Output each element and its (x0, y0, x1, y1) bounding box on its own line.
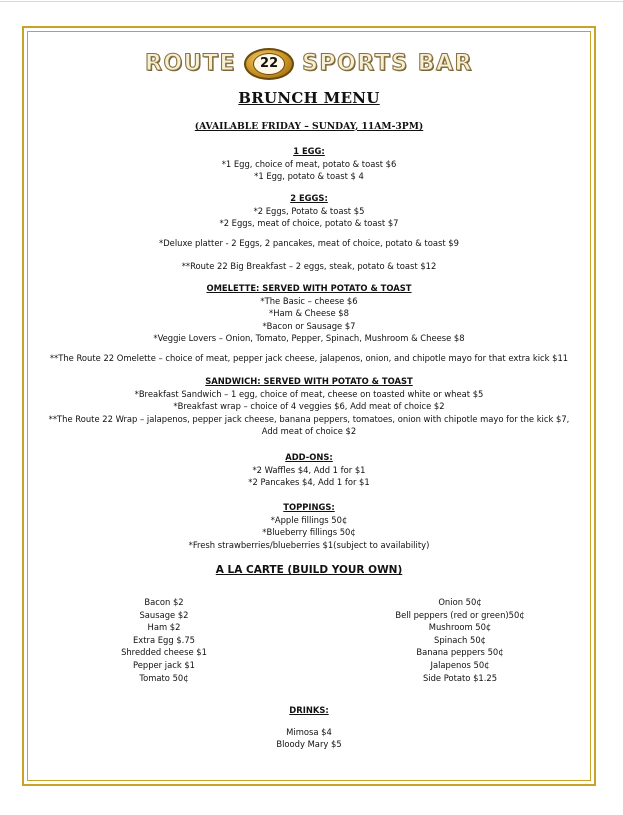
toppings-header: TOPPINGS: (283, 502, 335, 512)
logo-word-right: SPORTS BAR (302, 50, 473, 76)
section-omelette (26, 282, 592, 345)
route22-omelette: **The Route 22 Omelette – choice of meat, pepper jack cheese, jalapenos, onion, and chipotle mayo for that extra kick $11 (49, 353, 569, 363)
top-divider (0, 1, 623, 2)
menu-availability: (AVAILABLE FRIDAY – SUNDAY, 11AM-3PM) (194, 121, 424, 132)
section-toppings (26, 501, 592, 551)
two-eggs-header: 2 EGGS: (290, 193, 328, 203)
menu-title: BRUNCH MENU (238, 89, 380, 107)
menu-item: Add meat of choice $2 (261, 426, 357, 437)
list-item: Sausage $2 (139, 609, 189, 620)
menu-item: *2 Waffles $4, Add 1 for $1 (252, 464, 366, 475)
list-item: Tomato 50¢ (139, 672, 189, 683)
menu-item: *Blueberry fillings 50¢ (262, 527, 356, 538)
menu-item: *Apple fillings 50¢ (270, 514, 348, 525)
list-item: Bacon $2 (144, 597, 184, 607)
route22-logo (26, 46, 592, 82)
deluxe-platter: *Deluxe platter - 2 Eggs, 2 pancakes, meat of choice, potato & toast $9 (159, 238, 459, 248)
drinks-header: DRINKS: (289, 705, 329, 715)
spacer (26, 717, 592, 726)
menu-item: *Fresh strawberries/blueberries $1(subject to availability) (188, 539, 430, 550)
list-item: Ham $2 (147, 622, 181, 633)
sandwich-header: SANDWICH: SERVED WITH POTATO & TOAST (205, 376, 413, 386)
list-item: Mushroom 50¢ (428, 622, 492, 633)
list-item: Banana peppers 50¢ (416, 647, 504, 658)
list-item: Bell peppers (red or green)50¢ (395, 609, 525, 620)
menu-item: *2 Eggs, Potato & toast $5 (253, 205, 365, 216)
list-item: Pepper jack $1 (132, 659, 196, 670)
addons-header: ADD-ONS: (285, 452, 333, 462)
menu-item: Mimosa $4 (286, 726, 332, 737)
menu-item: Bloody Mary $5 (276, 739, 342, 750)
omelette-header: OMELETTE: SERVED WITH POTATO & TOAST (206, 283, 412, 293)
route-shield-icon (244, 48, 294, 80)
section-two-eggs (26, 192, 592, 230)
menu-item: *Breakfast Sandwich – 1 egg, choice of meat, cheese on toasted white or wheat $5 (134, 388, 484, 399)
section-one-egg (26, 145, 592, 183)
section-addons (26, 451, 592, 489)
list-item: Spinach 50¢ (434, 634, 486, 645)
list-item: Jalapenos 50¢ (430, 659, 490, 670)
menu-item: *1 Egg, potato & toast $ 4 (254, 171, 364, 182)
menu-item: *2 Pancakes $4, Add 1 for $1 (248, 477, 370, 488)
logo-number: 22 (253, 53, 285, 75)
list-item: Side Potato $1.25 (422, 672, 498, 683)
big-breakfast: **Route 22 Big Breakfast – 2 eggs, steak, potato & toast $12 (181, 261, 437, 271)
menu-item: *Bacon or Sausage $7 (262, 320, 356, 331)
menu-page (26, 30, 592, 782)
section-sandwich (12, 375, 606, 438)
a-la-carte-header: A LA CARTE (BUILD YOUR OWN) (215, 564, 403, 576)
menu-item: **The Route 22 Wrap – jalapenos, pepper jack cheese, banana peppers, tomatoes, onion with chipotle mayo for the kick $7, (48, 413, 570, 424)
a-la-carte-left-column (64, 596, 264, 684)
menu-item: *1 Egg, choice of meat, potato & toast $6 (221, 158, 397, 169)
list-item: Onion 50¢ (438, 597, 482, 607)
list-item: Extra Egg $.75 (132, 634, 195, 645)
logo-word-left: ROUTE (145, 50, 237, 76)
menu-item: *Ham & Cheese $8 (269, 308, 349, 319)
menu-item: *2 Eggs, meat of choice, potato & toast $7 (219, 218, 399, 229)
menu-item: *The Basic – cheese $6 (260, 295, 358, 306)
menu-item: *Breakfast wrap – choice of 4 veggies $6, Add meat of choice $2 (173, 401, 445, 412)
list-item: Shredded cheese $1 (121, 647, 207, 658)
section-drinks (26, 704, 592, 751)
one-egg-header: 1 EGG: (293, 146, 325, 156)
menu-item: *Veggie Lovers – Onion, Tomato, Pepper, Spinach, Mushroom & Cheese $8 (153, 333, 465, 344)
a-la-carte-right-column (360, 596, 560, 684)
